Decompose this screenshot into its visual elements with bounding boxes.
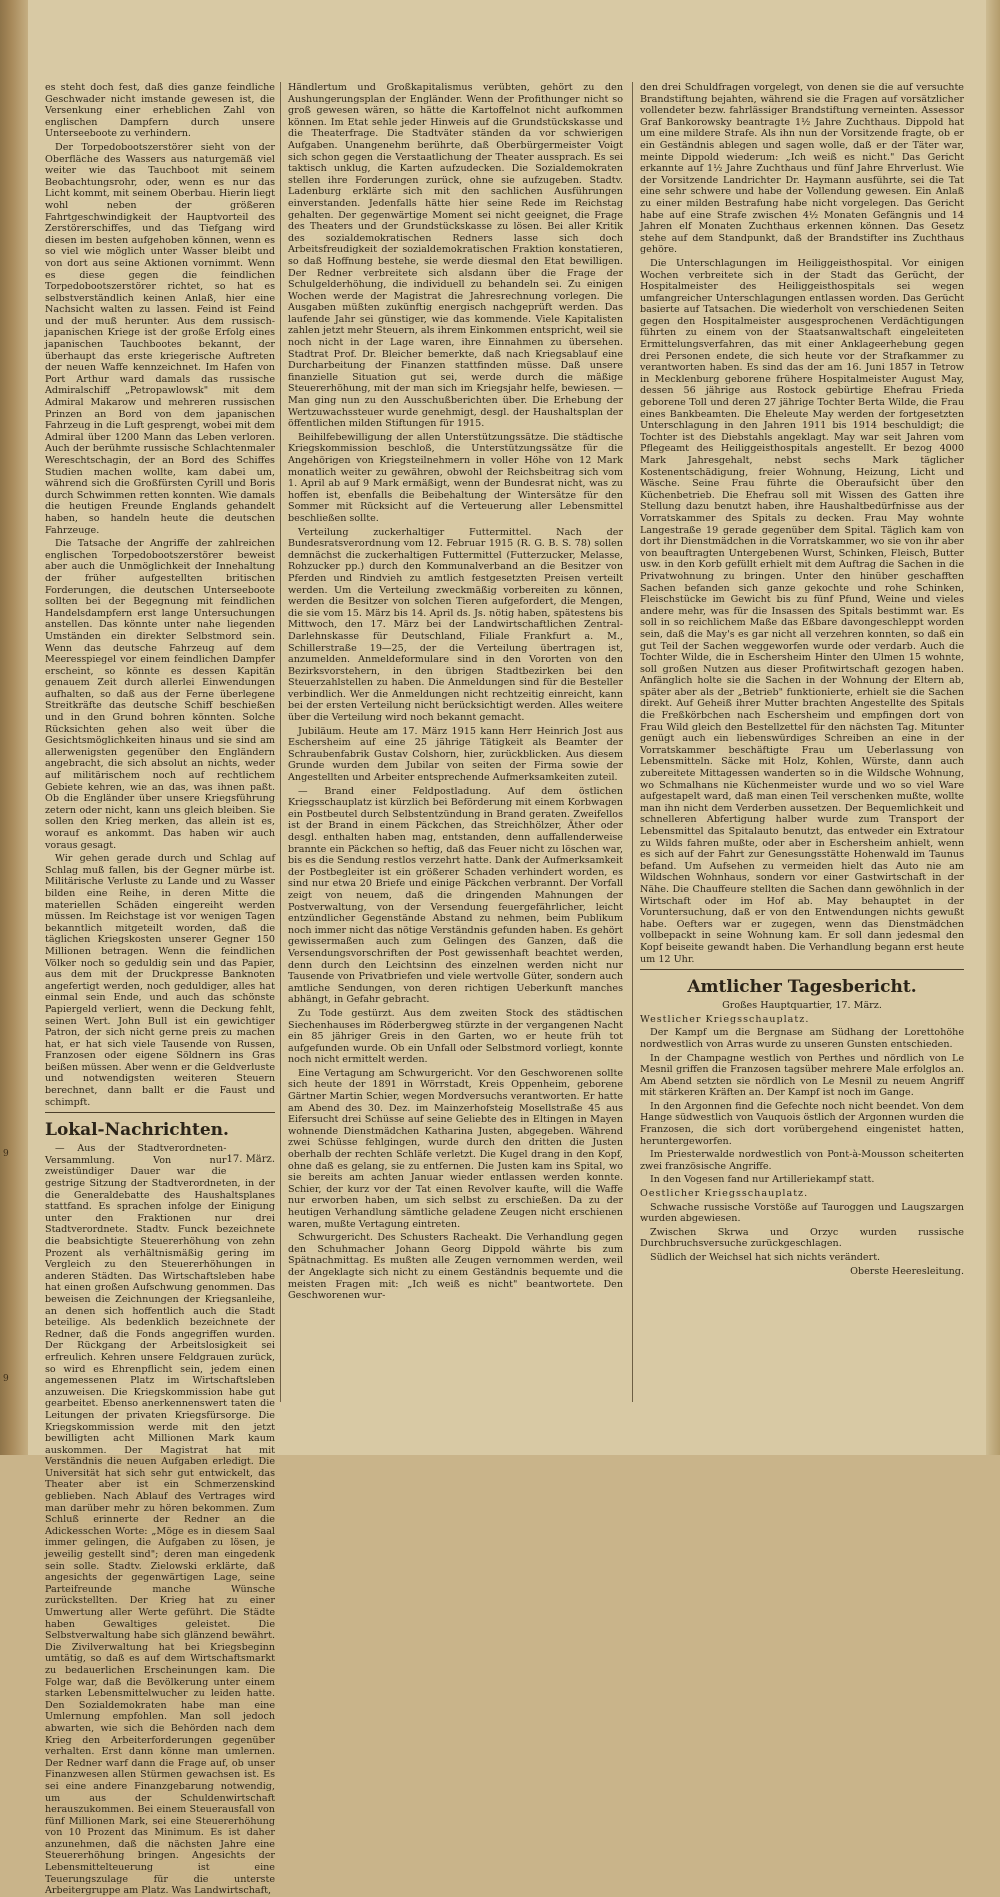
- section-heading-lokal: [45, 1119, 275, 1166]
- section-title: Lokal-Nachrichten.: [45, 1120, 229, 1141]
- report-dateline: Großes Hauptquartier, 17. März.: [722, 1000, 882, 1012]
- report-subheading-east: Oestlicher Kriegsschauplatz.: [640, 1188, 809, 1200]
- report-paragraph: Südlich der Weichsel hat sich nichts verändert.: [650, 1252, 881, 1263]
- article-paragraph: Der Torpedobootszerstörer sieht von der Oberfläche des Wassers aus naturgemäß viel weiter wie das Tauchboot mit seinem Beobachtungsrohr, oder, wenn es nur das Licht kommt, mit seinem Oberbau. Hierin liegt wohl neben der größeren Fahrtgeschwindigkeit der Hauptvorteil des Zerstörerschiffes, und das Tiefgang wird diesen im besten aufgehoben können, wenn es so viel wie möglich unter Wasser bleibt und von dort aus seine Aktionen vornimmt. Wenn es diese gegen die feindlichen Torpedobootszerstörer richtet, so hat es selbstverständlich keinen Anlaß, hier eine Nachsicht walten zu lassen. Feind ist Feind und der muß herunter. Aus dem russisch-japanischen Kriege ist der große Erfolg eines japanischen Tauchbootes bekannt, der überhaupt das erste kriegerische Auftreten der neuen Waffe kennzeichnet. Im Hafen von Port Arthur ward damals das russische Admiralschiff „Petropawlowsk" mit dem Admiral Makarow und mehreren russischen Prinzen an Bord von dem japanischen Fahrzeug in die Luft gesprengt, wobei mit dem Admiral über 1200 Mann das Leben verloren. Auch der berühmte russische Schlachtenmaler Wereschtschagin, der an Bord des Schiffes Studien machen wollte, kam dabei um, während sich die Großfürsten Cyrill und Boris durch Schwimmen retten konnten. Wie damals die heutigen Freunde Englands gehandelt haben, so handeln heute die deutschen Fahrzeuge.: [45, 141, 275, 536]
- article-paragraph: Händlertum und Großkapitalismus verübten, gehört zu den Aushungerungsplan der Engländer. Wenn der Profithunger nicht so groß gewesen wären, so hätte die Kartoffelnot nicht aufkommen können. Im Etat sehle jeder Hinweis auf die Grundstückskasse und die Theaterfrage. Die Stadtväter ständen da vor schwierigen Aufgaben. Unangenehm berührte, daß Oberbürgermeister Voigt sich schon gegen die Verstaatlichung der Theater aussprach. Es sei taktisch unklug, die Karten aufzudecken. Die Sozialdemokraten stellen ihre Forderungen zurück, ohne sie aufzugeben. Stadtv. Ladenburg erklärte sich mit den sachlichen Ausführungen einverstanden. Jedenfalls hätte hier seine Rede im Reichstag gehalten. Der gegenwärtige Moment sei nicht geeignet, die Frage des Theaters und der Grundstückskasse zu lösen. Bei aller Kritik des sozialdemokratischen Redners lasse sich doch Arbeitsfreudigkeit der sozialdemokratischen Fraktion konstatieren, so daß Hoffnung bestehe, sie werde diesmal den Etat bewilligen. Der Redner verbreitete sich alsdann über die Frage der Schulgelderhöhung, die individuell zu behandeln sei. Zu einigen Wochen werde der Magistrat die Jahresrechnung vorlegen. Die Ausgaben müßten zukünftig energisch nachgeprüft werden. Das laufende Jahr sei günstiger, wie das kommende. Viele Kapitalisten zahlen jetzt mehr Steuern, als ihrem Einkommen entspricht, weil sie noch nicht in der Lage waren, ihre Einnahmen zu übersehen. Stadtrat Prof. Dr. Bleicher bemerkte, daß nach Kriegsablauf eine Durcharbeitung der Finanzen stattfinden müsse. Daß unsere finanzielle Situation gut sei, werde durch die mäßige Steuererhöhung, mit der man sich im Kriegsjahr helfe, bewiesen. — Man ging nun zu den Ausschußberichten über. Die Erhebung der Wertzuwachssteuer wurde genehmigt, desgl. der Haushaltsplan der öffentlichen milden Stiftungen für 1915.: [288, 82, 623, 430]
- report-paragraph: In den Vogesen fand nur Artilleriekampf statt.: [650, 1174, 875, 1186]
- article-paragraph: Die Unterschlagungen im Heiliggeisthospital. Vor einigen Wochen verbreitete sich in der Stadt das Gerücht, der Hospitalmeister des Heiliggeisthospitals sei wegen umfangreicher Unterschlagungen entlassen worden. Das Gerücht basierte auf Tatsachen. Die wiederholt von verschiedenen Seiten gegen den Hospitalmeister ausgesprochenen Verdächtigungen führten zu einem von der Staatsanwaltschaft eingeleiteten Ermittelungsverfahren, das mit einer Anklageerhebung gegen drei Personen endete, die sich heute vor der Strafkammer zu verantworten haben. Es sind das der am 16. Juni 1857 in Tetrow in Mecklenburg geborene frühere Hospitalmeister August May, dessen 56 jährige aus Rostock gebürtige Ehefrau Frieda geborene Toll und deren 27 jährige Tochter Berta Wilde, die Frau eines Bankbeamten. Die Eheleute May werden der fortgesetzten Unterschlagung in den Jahren 1911 bis 1914 beschuldigt; die Tochter ist des Diebstahls angeklagt. May war seit Jahren vom Pflegeamt des Heiliggeisthospitals angestellt. Er bezog 4000 Mark Jahresgehalt, nebst sechs Mark täglicher Kostenentschädigung, freier Wohnung, Heizung, Licht und Wäsche. Seine Frau führte die Oberaufsicht über den Küchenbetrieb. Die Ehefrau soll mit Wissen des Gatten ihre Stellung dazu benutzt haben, ihre Haushaltbedürfnisse aus der Vorratskammer des Spitals zu decken. Frau May wohnte Langestraße 19 gerade gegenüber dem Spital. Täglich kam von dort ihr Dienstmädchen in die Vorratskammer, wo sie von ihr aber von beauftragten Untergebenen Wurst, Schinken, Fleisch, Butter usw. in den Korb gefüllt erhielt mit dem Auftrag die Sachen in die Privatwohnung zu bringen. Unter den hinüber geschafften Sachen befanden sich ganze gekochte und rohe Schinken, Fleischstücke im Gewicht bis zu fünf Pfund, Weine und vieles andere mehr, was für die Insassen des Spitals bestimmt war. Es soll in so reichlichem Maße das Eßbare davongeschleppt worden sein, daß die May's es gar nicht all verzehren konnten, so daß ein gut Teil der Sachen weggeworfen wurde oder verdarb. Auch die Tochter Wilde, die in Eschersheim Hinter den Ulmen 15 wohnte, soll großen Nutzen aus dieser Profitwirtschaft gezogen haben. Anfänglich holte sie die Sachen in der Wohnung der Eltern ab, später aber als der „Betrieb" funktionierte, erhielt sie die Sachen direkt. Auf Geheiß ihrer Mutter brachten Angestellte des Spitals die Freßkörbchen nach Eschersheim und empfingen dort von Frau Wild gleich den Bestellzettel für den nächsten Tag. Mitunter genügt auch ein liebenswürdiges Schreiben an eine in der Vorratskammer beschäftigte Frau um Ueberlassung von Lebensmitteln. Säcke mit Holz, Kohlen, Würste, dann auch zubereitete Mittagessen wanderten so in die Wildsche Wohnung, wo Schmalhans nie Küchenmeister wurde und wo so viel Ware aufgestapelt ward, daß man einen Teil verschenken mußte, wollte man ihn nicht dem Verderben aussetzen. Der Bequemlichkeit und schnelleren Abfertigung halber wurde zum Transport der Lebensmittel das Spitalauto benutzt, das entweder ein Extratour zu Wilds fahren mußte, oder aber in Eschersheim anhielt, wenn es sich auf der Fahrt zur Genesungsstätte Hohenwald im Taunus befand. Um Aufsehen zu vermeiden hielt das Auto nie am Wildschen Wohnhaus, sondern vor einer Gastwirtschaft in der Nähe. Die Chauffeure stellten die Sachen dann gewöhnlich in der Wirtschaft oder im Hof ab. May behauptet in der Voruntersuchung, daß er von den Entwendungen nichts gewußt habe. Oefters war er zugegen, wenn das Dienstmädchen vollbepackt in seine Wohnung kam. Er soll dann jedesmal den Kopf beiseite gewandt haben. Die Verhandlung begann erst heute um 12 Uhr.: [640, 257, 964, 965]
- article-paragraph: Wir gehen gerade durch und Schlag auf Schlag muß fallen, bis der Gegner mürbe ist. Militärische Verluste zu Lande und zu Wasser bilden eine Reihe, in deren Mitte die materiellen Schäden eingereiht werden müssen. Im Reichstage ist vor wenigen Tagen bekanntlich mitgeteilt worden, daß die täglichen Kriegskosten unserer Gegner 150 Millionen betragen. Wenn die feindlichen Völker noch so geduldig sein und das Papier, aus dem mit der Druckpresse Banknoten angefertigt werden, noch geduldiger, alles hat einmal sein Ende, und auch das schönste Papiergeld verliert, wenn die Deckung fehlt, seinen Wert. John Bull ist ein gewichtiger Patron, der sich nicht gerne preis zu machen hat, er hat sich viele Tausende von Russen, Franzosen oder eigene Söldnern ins Gras beißen müssen. Aber wenn er die Geldverluste und notwendigsten weiteren Steuern berechnet, dann ballt er die Faust und schimpft.: [45, 853, 275, 1108]
- column-rule: [280, 82, 281, 1402]
- article-paragraph: Die Tatsache der Angriffe der zahlreichen englischen Torpedobootszerstörer beweist aber auch die Unmöglichkeit der Innehaltung der früher aufgestellten britischen Forderungen, die deutschen Unterseeboote sollten bei der Begegnung mit feindlichen Handelsdampfern erst lange Untersuchungen anstellen. Das könnte unter nahe liegenden Umständen ein direkter Selbstmord sein. Wenn das deutsche Fahrzeug auf dem Meeresspiegel vor einem feindlichen Dampfer erscheint, so könnte es dessen Kapitän genauem Zeit durch allerlei Einwendungen aufhalten, so daß aus der Ferne überlegene Streitkräfte das deutsche Schiff beschießen und in den Grund bohren könnten. Solche Rücksichten gehen also weit über die Gesichtsmöglichkeiten hinaus und sie sind am allerwenigsten gegenüber den Engländern angebracht, die sich absolut an nichts, weder auf militärischem noch auf rechtlichem Gebiete kehren, wie an das, was ihnen paßt. Ob die Engländer über unsere Kriegsführung zetern oder nicht, kann uns gleich bleiben. Sie sollen den Krieg merken, das allein ist es, worauf es ankommt. Das haben wir auch voraus gesagt.: [45, 538, 275, 851]
- section-divider: [45, 1112, 275, 1113]
- report-paragraph: Schwache russische Vorstöße auf Tauroggen und Laugszargen wurden abgewiesen.: [640, 1201, 964, 1225]
- report-paragraph: Der Kampf um die Bergnase am Südhang der Lorettohöhe nordwestlich von Arras wurde zu unseren Gunsten entschieden.: [640, 1027, 964, 1050]
- report-paragraph: In den Argonnen find die Gefechte noch nicht beendet. Von dem Hange südwestlich von Vauquois östlich der Argonnen wurden die Franzosen, die sich dort vorübergehend eingenistet hatten, heruntergeworfen.: [640, 1100, 964, 1147]
- article-paragraph: Verteilung zuckerhaltiger Futtermittel. Nach der Bundesratsverordnung vom 12. Februar 1915 (R. G. B. S. 78) sollen demnächst die zuckerhaltigen Futtermittel (Futterzucker, Melasse, Rohzucker pp.) durch den Kommunalverband an die Besitzer von Pferden und Rindvieh zu amtlich festgesetzten Preisen verteilt werden. Um die Verteilung zweckmäßig vorbereiten zu können, werden die Besitzer von solchen Tieren aufgefordert, die Mengen, die sie vom 15. März bis 14. April ds. Js. nötig haben, spätestens bis Mittwoch, den 17. März bei der Landwirtschaftlichen Zentral-Darlehnskasse für Deutschland, Filiale Frankfurt a. M., Schillerstraße 19—25, der die Verteilung übertragen ist, anzumelden. Anmeldeformulare sind in den Vororten von den Bezirksvorstehern, in den übrigen Stadtbezirken bei den Steuerzahlstellen zu haben. Die Anmeldungen sind für die Besteller verbindlich. Wer die Anmeldungen nicht rechtzeitig einreicht, kann bei der ersten Verteilung nicht berücksichtigt werden. Alles weitere über die Verteilung wird noch bekannt gemacht.: [288, 526, 623, 724]
- article-paragraph: Zu Tode gestürzt. Aus dem zweiten Stock des städtischen Siechenhauses im Röderbergweg stürzte in der vergangenen Nacht ein 85 jähriger Greis in den Garten, wo er heute früh tot aufgefunden wurde. Ob ein Unfall oder Selbstmord vorliegt, konnte noch nicht ermittelt werden.: [288, 1007, 623, 1066]
- article-paragraph: den drei Schuldfragen vorgelegt, von denen sie die auf versuchte Brandstiftung bejahten, während sie die Fragen auf vorsätzlicher vollendeter bezw. fahrlässiger Brandstiftung verneinten. Assessor Graf Bankorowsky beantragte 1½ Jahre Zuchthaus. Dippold hat um eine mildere Strafe. Als ihn nun der Vorsitzende fragte, ob er ein Geständnis ablegen und sagen wolle, daß er der Täter war, meinte Dippold wiederum: „Ich weiß es nicht." Das Gericht erkannte auf 1½ Jahre Zuchthaus und fünf Jahre Ehrverlust. Wie der Vorsitzende Landrichter Dr. Haymann ausführte, sei die Tat eine sehr schwere und habe der Vollendung gewesen. Ein Anlaß zu einer milden Bestrafung habe nicht vorgelegen. Das Gericht habe auf eine Strafe zwischen 4½ Monaten Gefängnis und 14 Jahren elf Monaten Zuchthaus erkennen können. Das Gesetz stehe auf dem Standpunkt, daß der Brandstifter ins Zuchthaus gehöre.: [640, 82, 964, 256]
- column-1: [45, 82, 275, 1897]
- report-paragraph: In der Champagne westlich von Perthes und nördlich von Le Mesnil griffen die Franzosen tagsüber mehrere Male erfolglos an. Am Abend setzten sie nördlich von Le Mesnil zu neuem Angriff mit stärkeren Kräften an. Der Kampf ist noch im Gange.: [640, 1052, 964, 1099]
- article-paragraph: — Aus der Stadtverordneten-Versammlung. Von nur zweistündiger Dauer war die gestrige Sitzung der Stadtverordneten, in der die Generaldebatte des Haushaltsplanes stattfand. Es sprachen infolge der Einigung unter den Fraktionen nur drei Stadtverordnete. Stadtv. Funck bezeichnete die beabsichtigte Steuererhöhung von zehn Prozent als verhältnismäßig gering im Vergleich zu den Steuererhöhungen in anderen Städten. Das Wirtschaftsleben habe hat einen großen Aufschwung genommen. Das beweisen die Zeichnungen der Kriegsanleihe, an denen sich hoffentlich auch die Stadt beteilige. Als bedenklich bezeichnete der Redner, daß die Fonds angegriffen wurden. Der Rückgang der Arbeitslosigkeit sei erfreulich. Kehren unsere Feldgrauen zurück, so wird es Ehrenpflicht sein, jedem einen angemessenen Platz im Wirtschaftsleben anzuweisen. Die Kriegskommission habe gut gearbeitet. Ebenso anerkennenswert taten die Leitungen der privaten Kriegsfürsorge. Die Kriegskommission werde mit den jetzt bewilligten acht Millionen Mark kaum auskommen. Der Magistrat hat mit Verständnis die neuen Aufgaben erledigt. Die Universität hat sich sehr gut entwickelt, das Theater aber ist ein Schmerzenskind geblieben. Nach Ablauf des Vertrages wird man darüber mehr zu hören bekommen. Zum Schluß erinnerte der Redner an die Adickesschen Worte: „Möge es in diesem Saal immer gelingen, die Aufgaben zu lösen, je jeweilig gestellt sind"; deren man eingedenk sein solle. Stadtv. Zielowski erklärte, daß angesichts der gegenwärtigen Lage, seine Parteifreunde manche Wünsche zurückstellten. Der Krieg hat zu einer Umwertung aller Werte geführt. Die Städte haben Gewaltiges geleistet. Die Selbstverwaltung habe sich glänzend bewährt. Die Zivilverwaltung hat bei Kriegsbeginn umtätig, so daß es auf dem Wirtschaftsmarkt zu bedauerlichen Erscheinungen kam. Die Folge war, daß die Bevölkerung unter einem starken Lebensmittelwucher zu leiden hatte. Den Sozialdemokraten habe man eine Umlernung empfohlen. Man soll jedoch abwarten, wie sich die Behörden nach dem Krieg den Arbeiterforderungen gegenüber verhalten. Erst dann könne man umlernen. Der Redner warf dann die Frage auf, ob unser Finanzwesen allen Stürmen gewachsen ist. Es sei eine andere Finanzgebarung notwendig, um aus der Schuldenwirtschaft herauszukommen. Bei einem Steuerausfall von fünf Millionen Mark, sei eine Steuererhöhung von 10 Prozent das Minimum. Es ist daher anzunehmen, daß die nächsten Jahre eine Steuererhöhung bringen. Angesichts der Lebensmittelteuerung ist eine Teuerungszulage für die unterste Arbeitergruppe am Platz. Was Landwirtschaft,: [45, 1143, 275, 1897]
- article-paragraph: Jubiläum. Heute am 17. März 1915 kann Herr Heinrich Jost aus Eschersheim auf eine 25 jährige Tätigkeit als Beamter der Schraubenfabrik Gustav Colshorn, hier, zurückblicken. Aus diesem Grunde wurden dem Jubilar von seiten der Firma sowie der Angestellten und Arbeiter entsprechende Aufmerksamkeiten zuteil.: [288, 725, 623, 784]
- report-signature: Oberste Heeresleitung.: [850, 1265, 964, 1277]
- article-paragraph: Eine Vertagung am Schwurgericht. Vor den Geschworenen sollte sich heute der 1891 in Wörrstadt, Kreis Oppenheim, geborene Gärtner Martin Schier, wegen Mordversuchs verantworten. Er hatte am Abend des 30. Dez. im Mainzerhofsteig Mosellstraße 45 aus Eifersucht drei Schüsse auf seine Geliebte des in Eltingen in Mayen wohnende Dienstmädchen Katharina Justen, abgegeben. Während zwei Schüsse fehlgingen, wurde durch den dritten die Justen oberhalb der rechten Schläfe verletzt. Die Kugel drang in den Kopf, ohne daß es gelang, sie zu entfernen. Die Justen kam ins Spital, wo sie bereits am achten Januar wieder entlassen werden konnte. Schier, der kurz vor der Tat einen Revolver kaufte, will die Waffe nur erworben haben, um sich selbst zu erschießen. Da zu der heutigen Verhandlung sämtliche geladene Zeugen nicht erschienen waren, mußte Vertagung eintreten.: [288, 1067, 623, 1230]
- fold-mark-bottom: 9: [3, 1374, 9, 1384]
- article-paragraph: Beihilfebewilligung der allen Unterstützungssätze. Die städtische Kriegskommission beschloß, die Unterstützungssätze für die Angehörigen von Kriegsteilnehmern in voller Höhe von 12 Mark monatlich weiter zu gewähren, obwohl der Reichsbeitrag sich vom 1. April ab auf 9 Mark ermäßigt, wenn der Bundesrat nicht, was zu hoffen ist, ebenfalls die Beibehaltung der Wintersätze für den Sommer mit Rücksicht auf die Verteuerung aller Lebensmittel beschließen sollte.: [288, 431, 623, 524]
- section-date: 17. März.: [226, 1154, 275, 1166]
- fold-mark-top: 9: [3, 1149, 9, 1159]
- article-paragraph: Schwurgericht. Des Schusters Racheakt. Die Verhandlung gegen den Schuhmacher Johann Georg Dippold währte bis zum Spätnachmittag. Es mußten alle Zeugen vernommen werden, weil der Angeklagte sich nicht zu einem Geständnis bequemte und die meisten Fragen mit: „Ich weiß es nicht" beantwortete. Den Geschworenen wur-: [288, 1232, 623, 1302]
- report-subheading-west: Westlicher Kriegsschauplatz.: [640, 1013, 810, 1025]
- column-2: [288, 82, 623, 1412]
- article-paragraph: es steht doch fest, daß dies ganze feindliche Geschwader nicht imstande gewesen ist, die Versenkung einer erheblichen Zahl von englischen Dampfern durch unsere Unterseeboote zu verhindern.: [45, 82, 275, 140]
- column-rule: [632, 82, 633, 1402]
- report-paragraph: Zwischen Skrwa und Orzyc wurden russische Durchbruchsversuche zurückgeschlagen.: [640, 1226, 964, 1250]
- page-fold: [0, 0, 28, 1455]
- page-edge: [986, 0, 1000, 1455]
- section-divider: [640, 969, 964, 970]
- column-3: [640, 82, 964, 1412]
- article-paragraph: — Brand einer Feldpostladung. Auf dem östlichen Kriegsschauplatz ist kürzlich bei Beförderung mit einem Korbwagen ein Postbeutel durch Selbstentzündung in Brand geraten. Zweifellos ist der Brand in einem Päckchen, das Streichhölzer, Äther oder desgl. enthalten haben mag, entstanden, denn auffallenderweise brannte ein Päckchen so heftig, daß das Feuer nicht zu löschen war, bis es die Sendung restlos verzehrt hatte. Dank der Aufmerksamkeit der Postbegleiter ist ein größerer Schaden verhindert worden, es sind nur etwa 20 Briefe und einige Päckchen verbrannt. Der Vorfall zeigt von neuem, daß die dringenden Mahnungen der Postverwaltung, von der Versendung feuergefährlicher, leicht entzündlicher Gegenstände Abstand zu nehmen, beim Publikum noch immer nicht das nötige Verständnis gefunden haben. Es gehört gewissermaßen auch zum Gelingen des Ganzen, daß die Versendungsvorschriften der Post gewissenhaft beachtet werden, denn durch den Leichtsinn des einzelnen werden nicht nur Tausende von Privatbriefen und viele wertvolle Güter, sondern auch amtliche Sendungen, von deren richtigen Ueberkunft manches abhängt, in Gefahr gebracht.: [288, 785, 623, 1006]
- report-paragraph: Im Priesterwalde nordwestlich von Pont-à-Mousson scheiterten zwei französische Angriffe.: [640, 1149, 964, 1172]
- section-heading-amtlich: Amtlicher Tagesbericht.: [687, 977, 917, 998]
